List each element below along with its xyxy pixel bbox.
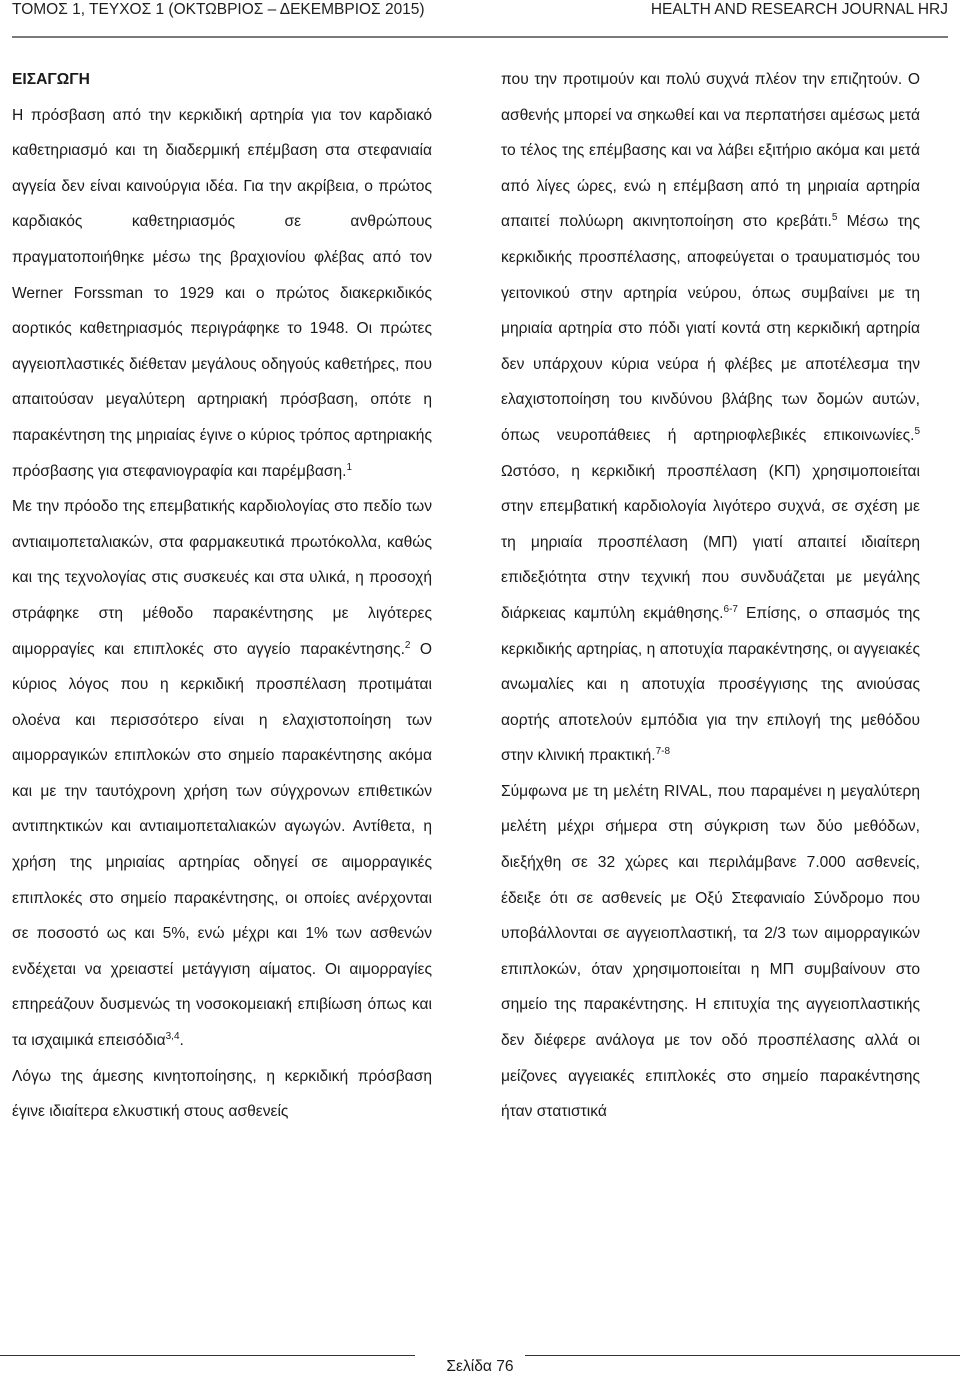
left-column: [12, 62, 432, 1130]
citation: 1: [346, 461, 353, 473]
paragraph: [12, 489, 432, 1059]
paragraph-text: Ο κύριος λόγος που η κερκιδική προσπέλαση προτιμάται ολοένα και περισσότερο είναι η ελαχιστοποίηση των αιμορραγικών επιπλοκών στο σημείο παρακέντησης ακόμα και με την ταυτόχρονη χρήση των σύγχρονων επιθετικών αντιπηκτικών και αντιαιμοπεταλιακών αγωγών. Αντίθετα, η χρήση της μηριαίας αρτηρίας οδηγεί σε αιμορραγικές επιπλοκές στο σημείο παρακέντησης, οι οποίες ανέρχονται σε ποσοστό ως και 5%, ενώ μέχρι και 1% των ασθενών ενδέχεται να χρειαστεί μετάγγιση αίματος. Οι αιμορραγίες επηρεάζουν δυσμενώς τη νοσοκομειακή επιβίωση όπως και τα ισχαιμικά επεισόδια: [12, 640, 432, 1050]
footer-rule-right: [525, 1355, 960, 1356]
paragraph: [12, 98, 432, 490]
paragraph-text: Ωστόσο, η κερκιδική προσπέλαση (ΚΠ) χρησιμοποιείται στην επεμβατική καρδιολογία λιγότερο συχνά, σε σχέση με τη μηριαία προσπέλαση (ΜΠ) γιατί απαιτεί ιδιαίτερη επιδεξιότητα στην τεχνική που συνδυάζεται με μεγάλης διάρκειας καμπύλη εκμάθησης.: [501, 462, 920, 622]
citation: 7-8: [655, 746, 671, 758]
paragraph-text: Η πρόσβαση από την κερκιδική αρτηρία για τον καρδιακό καθετηριασμό και τη διαδερμική επέμβαση στα στεφανιαία αγγεία δεν είναι καινούργια ιδέα. Για την ακρίβεια, ο πρώτος καρδιακός καθετηριασμός σε ανθρώπους πραγματοποιήθηκε μέσω της βραχιονίου φλέβας από τον Werner Forssman το 1929 και ο πρώτος διακερκιδικός αορτικός καθετηριασμός περιγράφηκε το 1948. Οι πρώτες αγγειοπλαστικές διέθεταν μεγάλους οδηγούς καθετήρες, που απαιτούσαν μεγαλύτερη αρτηριακή πρόσβαση, οπότε η παρακέντηση της μηριαίας έγινε ο κύριος τρόπος αρτηριακής πρόσβασης για στεφανιογραφία και παρέμβαση.: [12, 106, 432, 480]
right-column: [501, 62, 920, 1130]
paragraph-text: Με την πρόοδο της επεμβατικής καρδιολογίας στο πεδίο των αντιαιμοπεταλιακών, στα φαρμακευτικά πρωτόκολλα, καθώς και της τεχνολογίας στις συσκευές και στα υλικά, η προσοχή στράφηκε στη μέθοδο παρακέντησης με λιγότερες αιμορραγίες και επιπλοκές στο αγγείο παρακέντησης.: [12, 498, 432, 658]
journal-name: HEALTH AND RESEARCH JOURNAL HRJ: [650, 1, 948, 18]
paragraph-text: Μέσω της κερκιδικής προσπέλασης, αποφεύγεται ο τραυματισμός του γειτονικού στην αρτηρία νεύρου, όπως συμβαίνει με τη μηριαία αρτηρία στο πόδι γιατί κοντά στη κερκιδική αρτηρία δεν υπάρχουν κύρια νεύρα ή φλέβες με αποτέλεσμα την ελαχιστοποίηση του κινδύνου βλάβης των δομών αυτών, όπως νευροπάθειες ή αρτηριοφλεβικές επικοινωνίες.: [501, 213, 920, 444]
citation: 5: [914, 425, 920, 437]
paragraph-text: που την προτιμούν και πολύ συχνά πλέον την επιζητούν. Ο ασθενής μπορεί να σηκωθεί και να περπατήσει αμέσως μετά το τέλος της επέμβασης και να λάβει εξιτήριο ακόμα και μετά από λίγες ώρες, ενώ η επέμβαση από τη μηριαία αρτηρία απαιτεί πολύωρη ακινητοποίηση στο κρεβάτι.: [501, 71, 920, 231]
header-rule: [12, 36, 948, 38]
paragraph: [12, 1059, 432, 1130]
citation: 2: [404, 639, 411, 651]
paragraph-text: Σύμφωνα με τη μελέτη RIVAL, που παραμένει η μεγαλύτερη μελέτη μέχρι σήμερα στη σύγκριση των δύο μεθόδων, διεξήχθη σε 32 χώρες και περιλάμβανε 7.000 ασθενείς, έδειξε ότι σε ασθενείς με Οξύ Στεφανιαίο Σύνδρομο που υποβάλλονται σε αγγειοπλαστική, τα 2/3 των αιμορραγικών επιπλοκών, όταν χρησιμοποιείται η ΜΠ συμβαίνουν στο σημείο της παρακέντησης. Η επιτυχία της αγγειοπλαστικής δεν διέφερε ανάλογα με τον οδό προσπέλασης αλλά οι μείζονες αγγειακές επιπλοκές στο σημείο παρακέντησης ήταν στατιστικά: [501, 782, 920, 1121]
citation: 6-7: [723, 603, 738, 615]
paragraph: [501, 774, 920, 1130]
paragraph-text: Λόγω της άμεσης κινητοποίησης, η κερκιδική πρόσβαση έγινε ιδιαίτερα ελκυστική στους ασθενείς: [12, 1067, 432, 1121]
paragraph: [501, 62, 920, 774]
citation: 3,4: [165, 1031, 180, 1043]
paragraph-text: Επίσης, ο σπασμός της κερκιδικής αρτηρίας, η αποτυχία παρακέντησης, οι αγγειακές ανωμαλίες και η αποτυχία προσέγγισης της ανιούσας αορτής αποτελούν εμπόδια για την επιλογή της μεθόδου στην κλινική πρακτική.: [501, 604, 920, 765]
page-number: Σελίδα 76: [446, 1358, 514, 1375]
paragraph-text: .: [179, 1032, 184, 1050]
running-header: [12, 0, 948, 30]
journal-issue: ΤΟΜΟΣ 1, ΤΕΥΧΟΣ 1 (ΟΚΤΩΒΡΙΟΣ – ΔΕΚΕΜΒΡΙΟΣ 2015): [12, 1, 425, 18]
citation: 5: [831, 212, 838, 224]
footer-rule-left: [0, 1355, 415, 1356]
section-heading: ΕΙΣΑΓΩΓΗ: [12, 71, 90, 88]
